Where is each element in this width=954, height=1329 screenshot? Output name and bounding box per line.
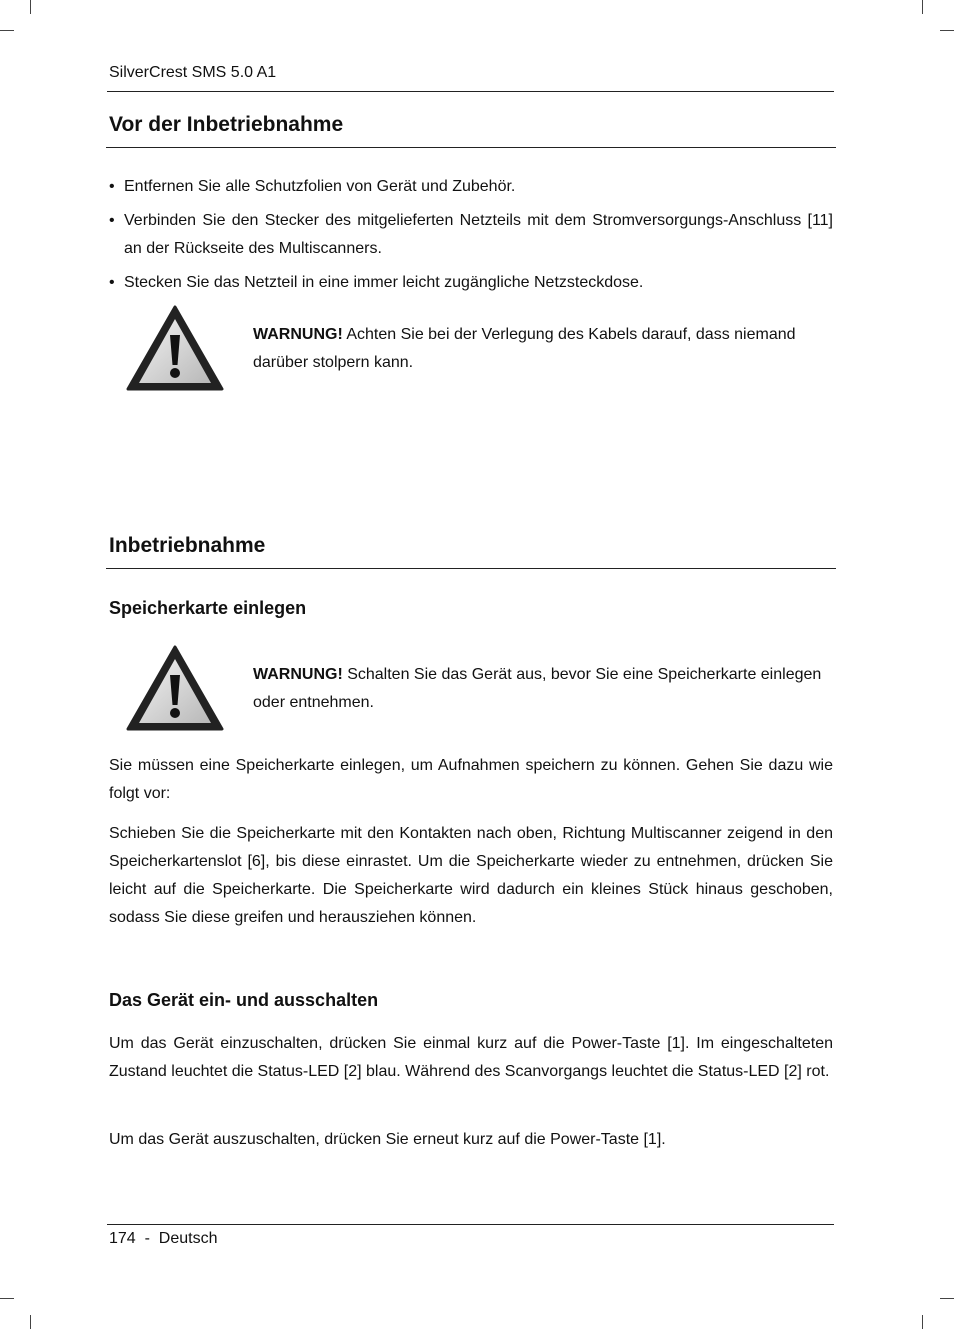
crop-mark	[30, 0, 31, 14]
list-item	[109, 269, 833, 297]
warning-label: WARNUNG!	[253, 326, 343, 343]
section-rule	[106, 147, 836, 148]
crop-mark	[940, 30, 954, 31]
warning-text	[253, 661, 833, 717]
paragraph: Um das Gerät einzuschalten, drücken Sie einmal kurz auf die Power-Taste [1]. Im eingeschalteten Zustand leuchtet die Status-LED [2] blau. Während des Scanvorgangs leuchtet die Status-LED [2] rot.	[109, 1035, 833, 1080]
crop-mark	[940, 1298, 954, 1299]
section-title: Vor der Inbetriebnahme	[109, 113, 344, 136]
list-item	[109, 207, 833, 263]
warning-label: WARNUNG!	[253, 666, 343, 683]
subsection-title: Speicherkarte einlegen	[109, 598, 307, 618]
bullet-dot: •	[109, 212, 115, 229]
bullet-dot: •	[109, 274, 115, 291]
paragraph: Um das Gerät auszuschalten, drücken Sie erneut kurz auf die Power-Taste [1].	[109, 1131, 666, 1148]
list-item-text: Stecken Sie das Netzteil in eine immer leicht zugängliche Netzsteckdose.	[124, 274, 644, 291]
warning-text	[253, 321, 833, 377]
section-title: Inbetriebnahme	[109, 534, 266, 557]
header-rule	[107, 91, 834, 92]
warning-body: Schalten Sie das Gerät aus, bevor Sie eine Speicherkarte einlegen oder entnehmen.	[253, 666, 822, 711]
footer-rule	[107, 1224, 834, 1225]
warning-triangle-icon	[126, 645, 224, 731]
page-footer: 174 - Deutsch	[109, 1230, 218, 1247]
crop-mark	[30, 1315, 31, 1329]
list-item	[109, 173, 833, 201]
crop-mark	[0, 1298, 14, 1299]
warning-body: Achten Sie bei der Verlegung des Kabels darauf, dass niemand darüber stolpern kann.	[253, 326, 796, 371]
list-item-text: Verbinden Sie den Stecker des mitgelieferten Netzteils mit dem Stromversorgungs-Anschluss [11] an der Rückseite des Multiscanners.	[124, 212, 833, 257]
crop-mark	[922, 1315, 923, 1329]
section-rule	[106, 568, 836, 569]
paragraph: Sie müssen eine Speicherkarte einlegen, um Aufnahmen speichern zu können. Gehen Sie dazu wie folgt vor:	[109, 757, 833, 802]
list-item-text: Entfernen Sie alle Schutzfolien von Gerät und Zubehör.	[124, 178, 516, 195]
bullet-dot: •	[109, 178, 115, 195]
warning-triangle-icon	[126, 305, 224, 391]
paragraph: Schieben Sie die Speicherkarte mit den Kontakten nach oben, Richtung Multiscanner zeigend in den Speicherkartenslot [6], bis diese einrastet. Um die Speicherkarte wieder zu entnehmen, drücken Sie leicht auf die Speicherkarte. Die Speicherkarte wird dadurch ein kleines Stück hinaus geschoben, sodass Sie diese greifen und herausziehen können.	[109, 825, 833, 926]
subsection-title: Das Gerät ein- und ausschalten	[109, 990, 379, 1010]
crop-mark	[0, 30, 14, 31]
running-header: SilverCrest SMS 5.0 A1	[109, 64, 277, 81]
crop-mark	[922, 0, 923, 14]
